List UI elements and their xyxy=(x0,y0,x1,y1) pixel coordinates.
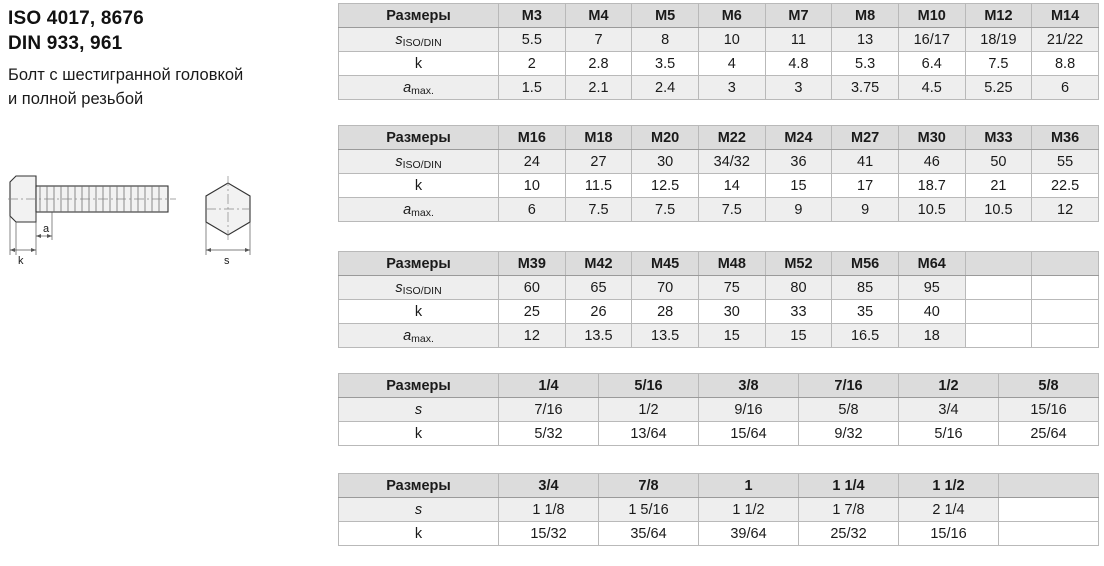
table-cell xyxy=(1032,300,1099,324)
row-label: s xyxy=(339,498,499,522)
table-row xyxy=(339,300,1099,324)
row-label: k xyxy=(339,52,499,76)
row-label: amax. xyxy=(339,324,499,348)
column-header-M39: M39 xyxy=(499,252,566,276)
row-label: s xyxy=(339,398,499,422)
column-header-7-16: 7/16 xyxy=(799,374,899,398)
table-cell: 10.5 xyxy=(965,198,1032,222)
table-header-row xyxy=(339,252,1099,276)
dimension-table-metric-1 xyxy=(338,3,1099,100)
column-header-M5: M5 xyxy=(632,4,699,28)
column-header-M36: M36 xyxy=(1032,126,1099,150)
table-cell: 25/64 xyxy=(999,422,1099,446)
table-cell: 2 xyxy=(499,52,566,76)
table-cell xyxy=(965,300,1032,324)
table-header-label: Размеры xyxy=(339,374,499,398)
table-cell: 46 xyxy=(898,150,965,174)
table-cell: 35 xyxy=(832,300,899,324)
column-header-M33: M33 xyxy=(965,126,1032,150)
table-cell: 13 xyxy=(832,28,899,52)
table-cell: 3.5 xyxy=(632,52,699,76)
product-description xyxy=(8,63,328,111)
table-row xyxy=(339,498,1099,522)
table-cell: 1 5/16 xyxy=(599,498,699,522)
column-header-1: 1 xyxy=(699,474,799,498)
table-cell: 35/64 xyxy=(599,522,699,546)
table-cell: 95 xyxy=(898,276,965,300)
technical-drawing xyxy=(0,160,330,280)
bolt-drawing-svg xyxy=(0,160,330,280)
column-header-M16: M16 xyxy=(499,126,566,150)
table-cell: 55 xyxy=(1032,150,1099,174)
table-cell: 33 xyxy=(765,300,832,324)
column-header-3-8: 3/8 xyxy=(699,374,799,398)
table-cell xyxy=(965,276,1032,300)
table-row xyxy=(339,522,1099,546)
table-cell: 30 xyxy=(698,300,765,324)
table-cell: 21 xyxy=(965,174,1032,198)
table-cell: 8.8 xyxy=(1032,52,1099,76)
dimension-label-s: s xyxy=(224,255,230,267)
column-header-M12: M12 xyxy=(965,4,1032,28)
table-cell xyxy=(999,498,1099,522)
table-cell xyxy=(1032,324,1099,348)
row-label: amax. xyxy=(339,76,499,100)
table-header-label: Размеры xyxy=(339,126,499,150)
table-cell: 4.5 xyxy=(898,76,965,100)
table-row xyxy=(339,76,1099,100)
table-row xyxy=(339,398,1099,422)
table-cell: 3.75 xyxy=(832,76,899,100)
table-cell: 2.4 xyxy=(632,76,699,100)
table-cell: 7 xyxy=(565,28,632,52)
table-cell: 7.5 xyxy=(965,52,1032,76)
column-header-M42: M42 xyxy=(565,252,632,276)
table-cell: 3 xyxy=(765,76,832,100)
table-header-label: Размеры xyxy=(339,474,499,498)
column-header-empty xyxy=(1032,252,1099,276)
table-cell: 11 xyxy=(765,28,832,52)
column-header-7-8: 7/8 xyxy=(599,474,699,498)
table-cell: 34/32 xyxy=(698,150,765,174)
table-cell: 2.1 xyxy=(565,76,632,100)
table-cell xyxy=(1032,276,1099,300)
table-row xyxy=(339,198,1099,222)
table-cell: 13.5 xyxy=(565,324,632,348)
table-cell: 6.4 xyxy=(898,52,965,76)
table-cell: 15/32 xyxy=(499,522,599,546)
table-cell: 25/32 xyxy=(799,522,899,546)
table-cell: 4 xyxy=(698,52,765,76)
table-cell: 15 xyxy=(698,324,765,348)
table-cell: 7/16 xyxy=(499,398,599,422)
table-cell: 1 7/8 xyxy=(799,498,899,522)
column-header-M56: M56 xyxy=(832,252,899,276)
column-header-M20: M20 xyxy=(632,126,699,150)
column-header-M6: M6 xyxy=(698,4,765,28)
column-header-M64: M64 xyxy=(898,252,965,276)
table-row xyxy=(339,52,1099,76)
table-cell: 15/16 xyxy=(899,522,999,546)
description-line-1: Болт с шестигранной головкой xyxy=(8,66,244,84)
table-cell: 5.5 xyxy=(499,28,566,52)
table-cell: 36 xyxy=(765,150,832,174)
table-cell: 6 xyxy=(499,198,566,222)
table-row xyxy=(339,174,1099,198)
standard-line-1: ISO 4017, 8676 xyxy=(8,8,144,29)
title-block xyxy=(8,6,328,111)
column-header-M14: M14 xyxy=(1032,4,1099,28)
column-header-M27: M27 xyxy=(832,126,899,150)
table-cell: 5.3 xyxy=(832,52,899,76)
table-header-row xyxy=(339,4,1099,28)
table-cell: 41 xyxy=(832,150,899,174)
table-cell: 5.25 xyxy=(965,76,1032,100)
table-cell: 30 xyxy=(632,150,699,174)
dimension-label-k: k xyxy=(18,255,24,267)
column-header-M7: M7 xyxy=(765,4,832,28)
dimension-table-metric-2 xyxy=(338,125,1099,222)
row-label: sISO/DIN xyxy=(339,276,499,300)
table-cell: 65 xyxy=(565,276,632,300)
table-cell: 1 1/8 xyxy=(499,498,599,522)
column-header-5-16: 5/16 xyxy=(599,374,699,398)
table-cell: 85 xyxy=(832,276,899,300)
column-header-M3: M3 xyxy=(499,4,566,28)
row-label: k xyxy=(339,300,499,324)
column-header-M4: M4 xyxy=(565,4,632,28)
table-cell: 9/32 xyxy=(799,422,899,446)
table-cell: 2 1/4 xyxy=(899,498,999,522)
table-cell: 26 xyxy=(565,300,632,324)
column-header-1-4: 1/4 xyxy=(499,374,599,398)
table-row xyxy=(339,276,1099,300)
table-cell xyxy=(965,324,1032,348)
table-cell: 3 xyxy=(698,76,765,100)
table-cell: 75 xyxy=(698,276,765,300)
table-cell: 60 xyxy=(499,276,566,300)
table-cell: 4.8 xyxy=(765,52,832,76)
table-cell: 7.5 xyxy=(698,198,765,222)
table-cell: 1 1/2 xyxy=(699,498,799,522)
row-label: sISO/DIN xyxy=(339,28,499,52)
table-cell: 13/64 xyxy=(599,422,699,446)
table-cell: 10 xyxy=(499,174,566,198)
table-cell: 7.5 xyxy=(565,198,632,222)
table-cell: 18/19 xyxy=(965,28,1032,52)
column-header-empty xyxy=(999,474,1099,498)
table-cell: 9 xyxy=(832,198,899,222)
column-header-3-4: 3/4 xyxy=(499,474,599,498)
table-cell: 22.5 xyxy=(1032,174,1099,198)
table-header-row xyxy=(339,474,1099,498)
table-cell: 50 xyxy=(965,150,1032,174)
row-label: sISO/DIN xyxy=(339,150,499,174)
table-row xyxy=(339,324,1099,348)
table-cell: 13.5 xyxy=(632,324,699,348)
table-cell: 15/16 xyxy=(999,398,1099,422)
standard-line-2: DIN 933, 961 xyxy=(8,33,123,54)
column-header-5-8: 5/8 xyxy=(999,374,1099,398)
table-cell: 1/2 xyxy=(599,398,699,422)
table-header-row xyxy=(339,374,1099,398)
dimension-label-a: a xyxy=(43,223,50,235)
table-cell: 8 xyxy=(632,28,699,52)
table-cell: 15 xyxy=(765,174,832,198)
table-header-row xyxy=(339,126,1099,150)
table-row xyxy=(339,422,1099,446)
table-cell: 16.5 xyxy=(832,324,899,348)
column-header-M22: M22 xyxy=(698,126,765,150)
table-cell: 39/64 xyxy=(699,522,799,546)
row-label: k xyxy=(339,174,499,198)
column-header-M10: M10 xyxy=(898,4,965,28)
table-cell: 5/8 xyxy=(799,398,899,422)
dimension-table-inch-2 xyxy=(338,473,1099,546)
table-cell: 16/17 xyxy=(898,28,965,52)
table-cell: 5/16 xyxy=(899,422,999,446)
row-label: k xyxy=(339,522,499,546)
column-header-empty xyxy=(965,252,1032,276)
table-cell: 25 xyxy=(499,300,566,324)
table-cell: 3/4 xyxy=(899,398,999,422)
table-cell: 9 xyxy=(765,198,832,222)
table-cell: 80 xyxy=(765,276,832,300)
dimension-table-metric-3 xyxy=(338,251,1099,348)
row-label: k xyxy=(339,422,499,446)
table-cell: 15/64 xyxy=(699,422,799,446)
table-cell: 28 xyxy=(632,300,699,324)
table-header-label: Размеры xyxy=(339,252,499,276)
column-header-M24: M24 xyxy=(765,126,832,150)
column-header-1-1-4: 1 1/4 xyxy=(799,474,899,498)
column-header-1-2: 1/2 xyxy=(899,374,999,398)
table-row xyxy=(339,28,1099,52)
dimension-table-inch-1 xyxy=(338,373,1099,446)
table-cell: 17 xyxy=(832,174,899,198)
table-cell xyxy=(999,522,1099,546)
table-cell: 6 xyxy=(1032,76,1099,100)
column-header-M30: M30 xyxy=(898,126,965,150)
table-header-label: Размеры xyxy=(339,4,499,28)
table-cell: 18.7 xyxy=(898,174,965,198)
table-cell: 12 xyxy=(499,324,566,348)
table-cell: 10 xyxy=(698,28,765,52)
table-cell: 40 xyxy=(898,300,965,324)
column-header-M48: M48 xyxy=(698,252,765,276)
column-header-M45: M45 xyxy=(632,252,699,276)
row-label: amax. xyxy=(339,198,499,222)
table-cell: 9/16 xyxy=(699,398,799,422)
table-cell: 1.5 xyxy=(499,76,566,100)
table-cell: 18 xyxy=(898,324,965,348)
table-cell: 10.5 xyxy=(898,198,965,222)
table-cell: 15 xyxy=(765,324,832,348)
table-cell: 12 xyxy=(1032,198,1099,222)
column-header-M8: M8 xyxy=(832,4,899,28)
description-line-2: и полной резьбой xyxy=(8,90,144,108)
table-cell: 24 xyxy=(499,150,566,174)
table-cell: 14 xyxy=(698,174,765,198)
table-cell: 27 xyxy=(565,150,632,174)
table-cell: 11.5 xyxy=(565,174,632,198)
table-cell: 21/22 xyxy=(1032,28,1099,52)
column-header-M52: M52 xyxy=(765,252,832,276)
column-header-1-1-2: 1 1/2 xyxy=(899,474,999,498)
table-cell: 7.5 xyxy=(632,198,699,222)
table-cell: 70 xyxy=(632,276,699,300)
table-cell: 2.8 xyxy=(565,52,632,76)
column-header-M18: M18 xyxy=(565,126,632,150)
table-cell: 12.5 xyxy=(632,174,699,198)
table-row xyxy=(339,150,1099,174)
table-cell: 5/32 xyxy=(499,422,599,446)
